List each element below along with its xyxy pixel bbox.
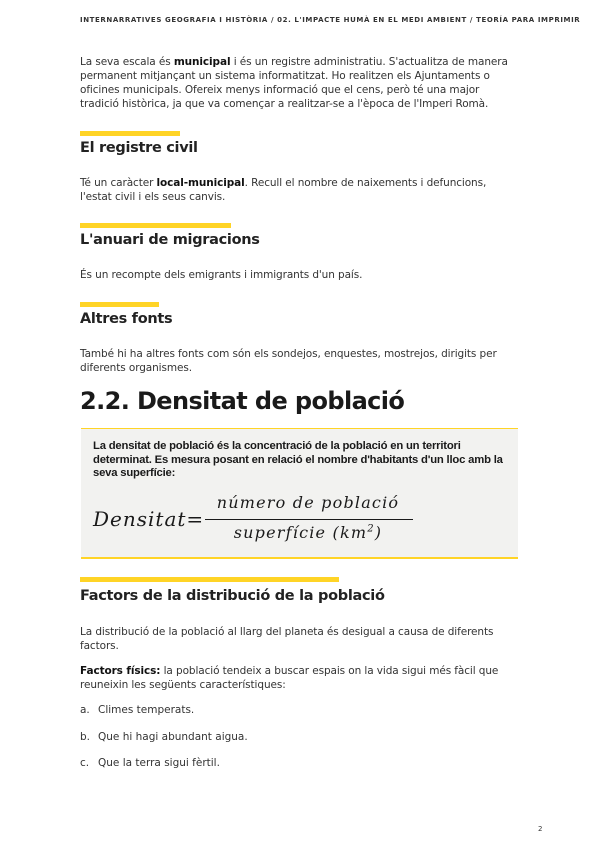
anuari-paragraph: És un recompte dels emigrants i immigrants d'un país. [80, 269, 363, 281]
definition-text: La densitat de població és la concentració de la població en un territori determinat. Es mesura posant en relació el nombre d'habitants d'un lloc amb la seva superfície: [93, 440, 503, 479]
formula-equals: = [186, 507, 205, 531]
list-item [80, 756, 220, 770]
registre-bold-term: local-municipal [156, 177, 245, 189]
factors-intro-paragraph: La distribució de la població al llarg del planeta és desigual a causa de diferents factors. [80, 626, 494, 652]
accent-bar-registre [80, 131, 180, 136]
list-marker: b. [80, 731, 91, 743]
page-number: 2 [538, 825, 543, 833]
intro-text-end: i és un registre administratiu. S'actualitza de manera permanent mitjançant un sistema informatitzat. Ho realitzen els Ajuntaments o oficines municipals. Ofereix menys informació que el cens, però té una major tradició històrica, ja que va començar a realitzar-se a l'època de l'Imperi Romà. [80, 56, 508, 110]
formula-denominator-text: superfície (km [233, 523, 368, 542]
intro-text-start: La seva escala és [80, 56, 174, 68]
list-item [80, 730, 248, 744]
altres-paragraph: També hi ha altres fonts com són els sondejos, enquestes, mostrejos, dirigits per diferents organismes. [80, 348, 497, 374]
formula-lhs [93, 507, 204, 531]
list-item-text: Que la terra sigui fèrtil. [98, 757, 220, 769]
heading-densitat-poblacio: 2.2. Densitat de població [80, 387, 405, 415]
heading-anuari-migracions: L'anuari de migracions [80, 232, 260, 248]
heading-registre-civil: El registre civil [80, 140, 198, 156]
registre-text-end: . Recull el nombre de naixements i defuncions, l'estat civil i els seus canvis. [80, 177, 487, 203]
list-marker: a. [80, 704, 90, 716]
intro-bold-term: municipal [173, 56, 231, 68]
list-item-text: Que hi hagi abundant aigua. [98, 731, 248, 743]
running-header: INTERNARRATIVES GEOGRAFIA I HISTÒRIA / 02. L'IMPACTE HUMÀ EN EL MEDI AMBIENT / TEORÍA PARA IMPRIMIR [80, 16, 581, 24]
formula-fraction-line [205, 519, 413, 520]
heading-factors-distribucio: Factors de la distribució de la població [80, 588, 385, 604]
factors-fisics-label: Factors físics: [80, 665, 161, 677]
formula-lhs-term: Densitat [93, 507, 187, 531]
list-item-text: Climes temperats. [98, 704, 195, 716]
formula-denominator [203, 523, 413, 542]
factors-fisics-text: la població tendeix a buscar espais on la vida sigui més fàcil que reuneixin les següents característiques: [80, 665, 499, 691]
accent-bar-anuari [80, 223, 231, 228]
list-marker: c. [80, 757, 90, 769]
formula-exponent: 2 [367, 523, 375, 535]
accent-bar-factors [80, 577, 339, 582]
definition-box [81, 428, 518, 559]
heading-altres-fonts: Altres fonts [80, 311, 173, 327]
factors-fisics-paragraph [80, 664, 520, 692]
density-formula [93, 493, 503, 553]
formula-numerator: número de població [216, 493, 400, 512]
registre-text-start: Té un caràcter [80, 177, 157, 189]
accent-bar-altres [80, 302, 159, 307]
formula-denominator-close: ) [374, 523, 383, 542]
list-item [80, 703, 194, 717]
registre-paragraph [80, 176, 520, 204]
intro-paragraph [80, 55, 520, 111]
